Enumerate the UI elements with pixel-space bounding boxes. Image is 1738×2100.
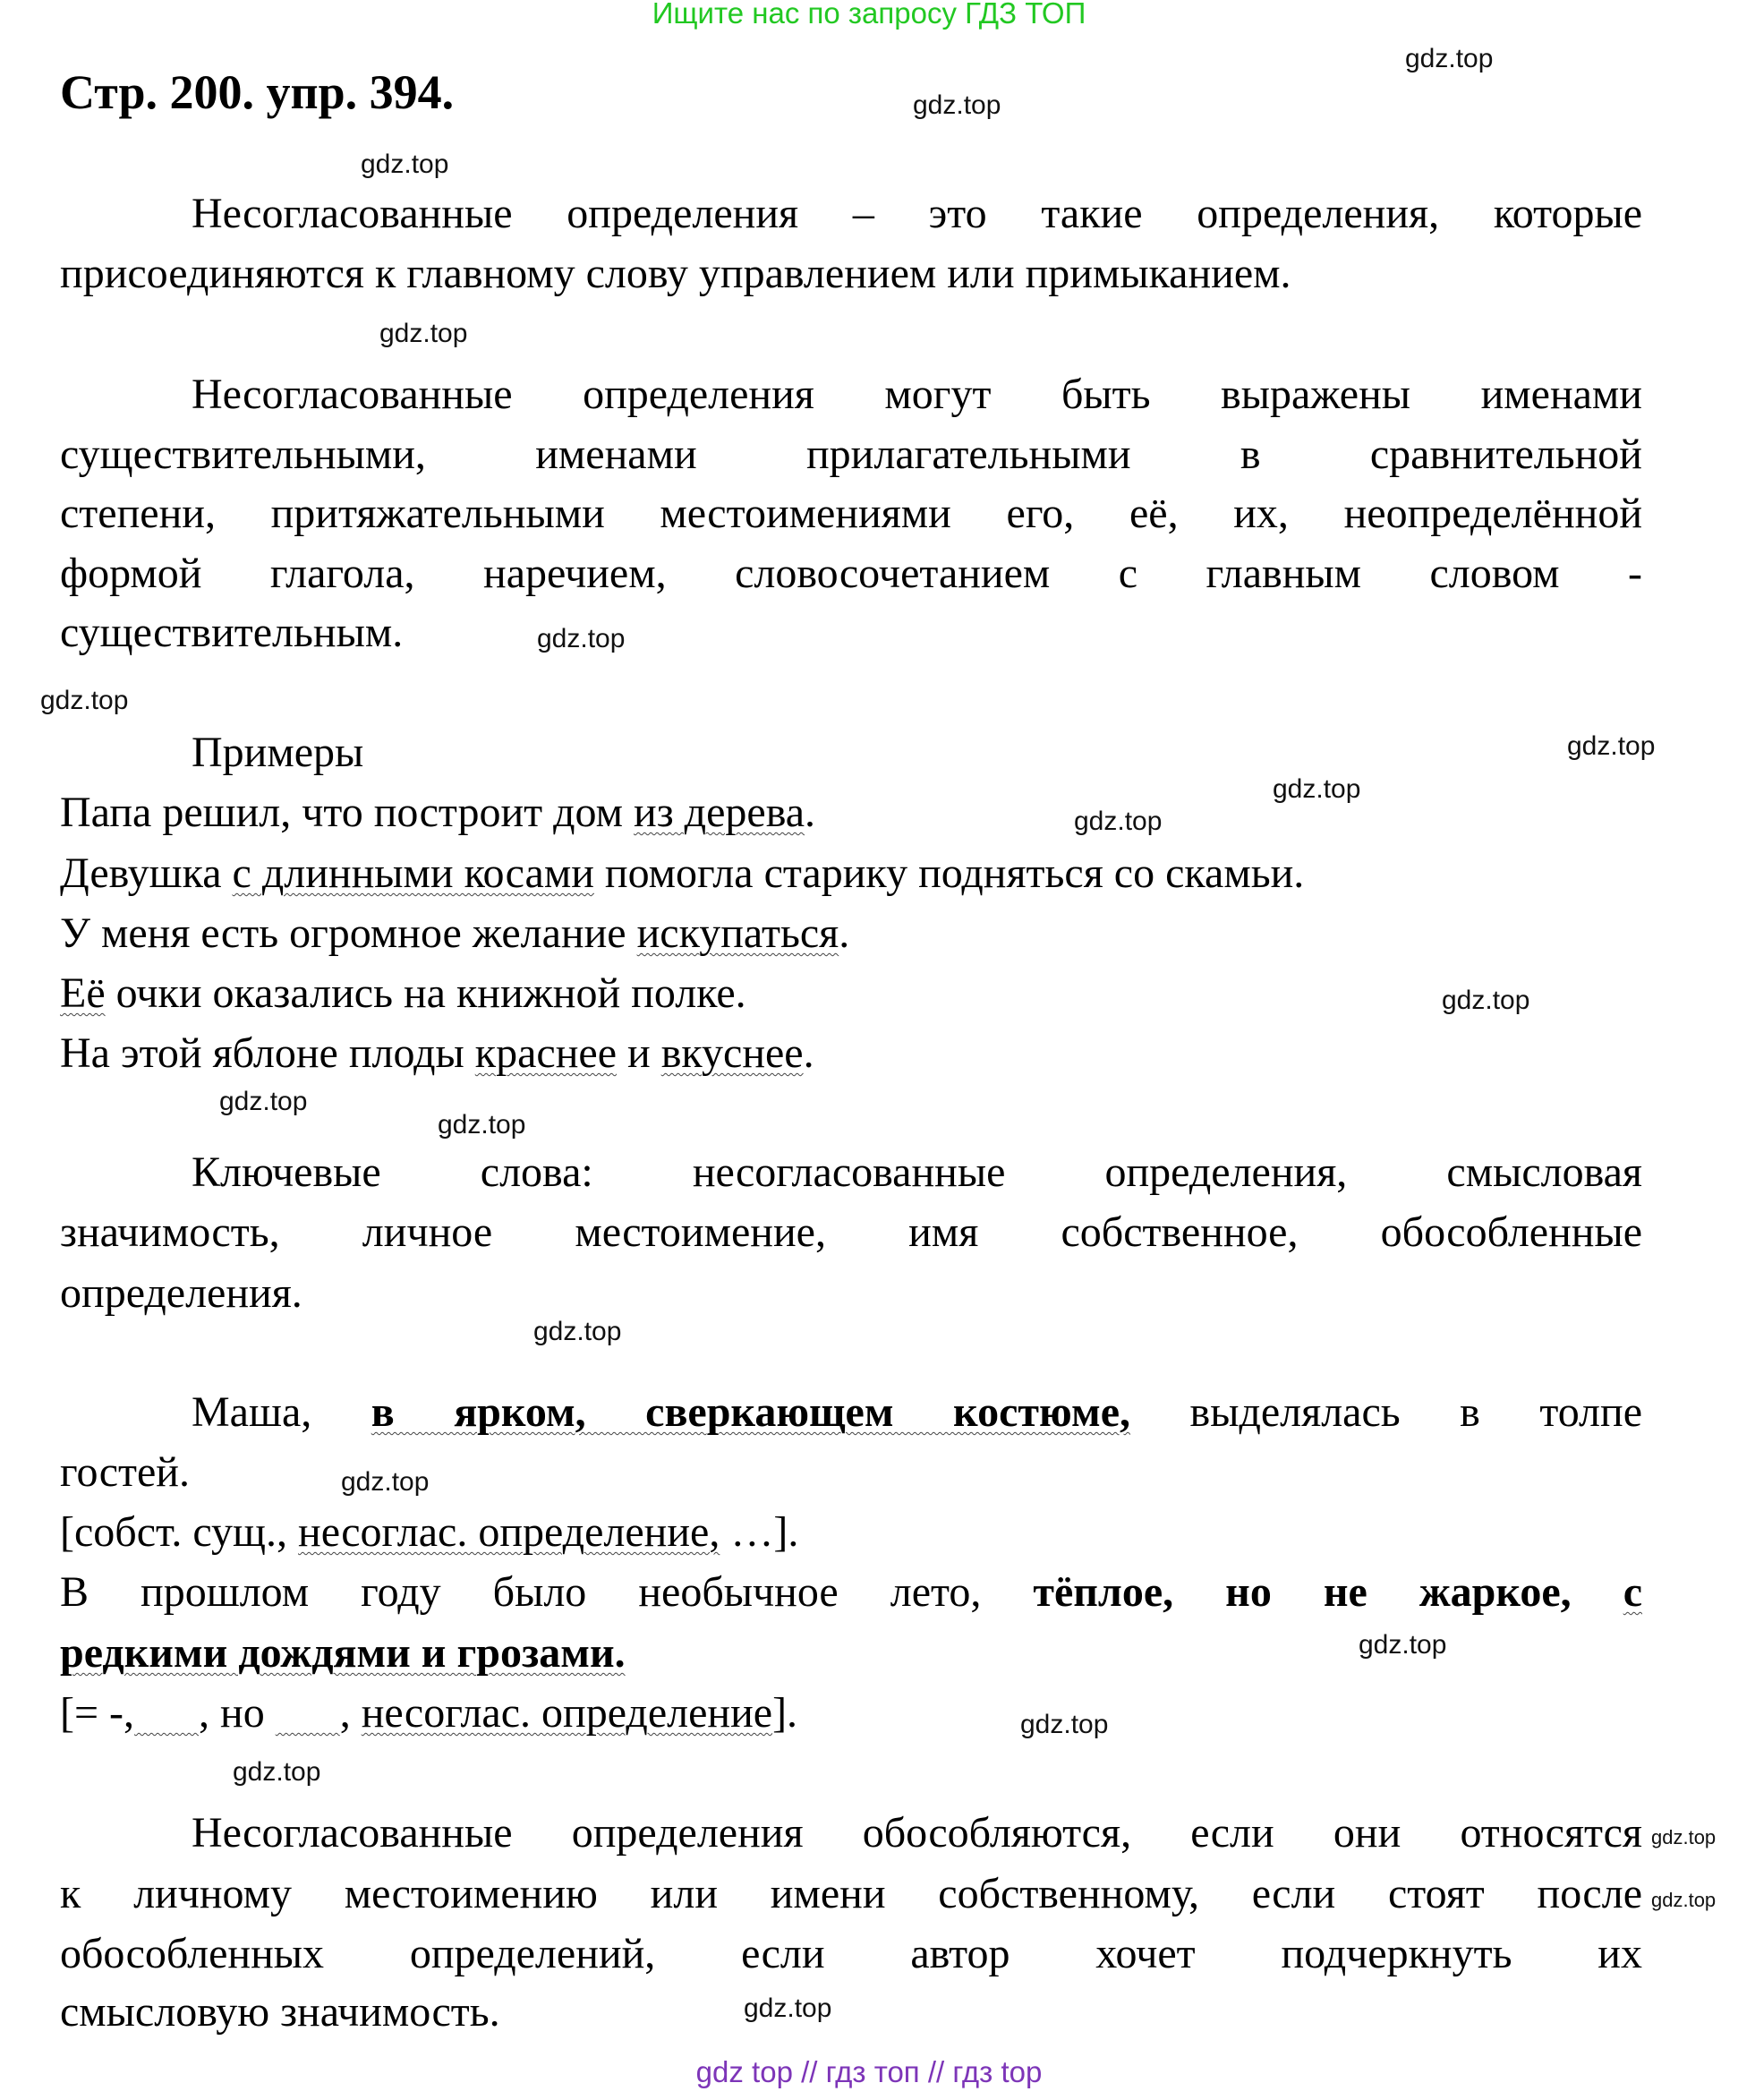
watermark-text: gdz.top bbox=[233, 1757, 321, 1787]
underlined-phrase: с длинными косами bbox=[232, 849, 594, 897]
text-segment: формой глагола, наречием, словосочетанием с главным словом - bbox=[60, 550, 1642, 597]
text-line bbox=[60, 543, 1642, 603]
text-segment: существительным. bbox=[60, 609, 404, 656]
text-segment: очки оказались на книжной полке. bbox=[105, 969, 746, 1017]
text-segment: смысловую значимость. bbox=[60, 1988, 500, 2036]
text-segment: , но bbox=[199, 1689, 276, 1737]
text-segment: Примеры bbox=[192, 729, 364, 776]
watermark-text: gdz.top bbox=[379, 319, 468, 348]
text-line bbox=[60, 1023, 814, 1083]
text-line bbox=[60, 1263, 302, 1323]
text-segment: В прошлом году было необычное лето, bbox=[60, 1568, 1034, 1616]
watermark-text: gdz.top bbox=[744, 1993, 832, 2023]
underlined-phrase: несоглас. определение bbox=[361, 1689, 773, 1737]
text-line bbox=[60, 1864, 1642, 1924]
watermark-text: gdz.top bbox=[1442, 986, 1530, 1015]
text-segment: На этой яблоне плоды bbox=[60, 1029, 475, 1077]
text-segment: обособленных определений, если автор хочет подчеркнуть их bbox=[60, 1930, 1642, 1977]
text-line bbox=[60, 1562, 1642, 1622]
watermark-text: gdz.top bbox=[219, 1087, 308, 1116]
text-segment: присоединяются к главному слову управлением или примыканием. bbox=[60, 250, 1291, 297]
text-segment: значимость, личное местоимение, имя собственное, обособленные bbox=[60, 1208, 1642, 1256]
text-segment: Несогласованные определения обособляются, если они относятся bbox=[192, 1809, 1642, 1857]
text-line bbox=[60, 843, 1304, 903]
text-segment: степени, притяжательными местоимениями его, её, их, неопределённой bbox=[60, 490, 1642, 537]
watermark-text: gdz.top bbox=[438, 1110, 526, 1140]
underlined-phrase bbox=[276, 1689, 340, 1737]
text-line bbox=[60, 1982, 500, 2042]
text-segment: гостей. bbox=[60, 1448, 190, 1496]
text-line bbox=[60, 1683, 797, 1743]
text-line bbox=[60, 1442, 190, 1502]
search-banner: Ищите нас по запросу ГДЗ ТОП bbox=[652, 0, 1086, 30]
watermark-text: gdz.top bbox=[1651, 1889, 1717, 1911]
text-line bbox=[60, 1382, 1642, 1442]
text-segment: тёплое, но не жаркое, bbox=[1033, 1568, 1623, 1616]
watermark-text: gdz.top bbox=[1273, 774, 1361, 804]
text-segment: существительными, именами прилагательными в сравнительной bbox=[60, 431, 1642, 478]
underlined-phrase: с bbox=[1623, 1568, 1643, 1616]
watermark-text: gdz.top bbox=[537, 624, 626, 653]
text-segment: Папа решил, что построит дом bbox=[60, 789, 635, 836]
underlined-phrase: в ярком, сверкающем костюме, bbox=[371, 1388, 1131, 1436]
text-line bbox=[60, 243, 1291, 303]
text-segment: ]. bbox=[772, 1689, 798, 1737]
watermark-text: gdz.top bbox=[361, 149, 449, 179]
text-line bbox=[60, 1502, 798, 1562]
text-segment: Стр. 200. упр. 394. bbox=[60, 65, 455, 119]
text-line bbox=[60, 483, 1642, 543]
watermark-text: gdz.top bbox=[1359, 1630, 1447, 1660]
watermark-text: gdz.top bbox=[1651, 1826, 1717, 1848]
watermark-text: gdz.top bbox=[341, 1467, 430, 1497]
underlined-phrase: Её bbox=[60, 969, 106, 1017]
text-line bbox=[60, 1623, 626, 1683]
footer-banner: gdz top // гдз топ // гдз top bbox=[695, 2055, 1043, 2088]
text-line bbox=[60, 1142, 1642, 1202]
text-line bbox=[60, 364, 1642, 424]
text-line bbox=[60, 1803, 1642, 1863]
underlined-phrase: краснее bbox=[474, 1029, 618, 1077]
underlined-phrase: редкими дождями и грозами. bbox=[60, 1629, 626, 1677]
text-line bbox=[60, 184, 1642, 243]
watermark-text: gdz.top bbox=[533, 1317, 622, 1346]
text-segment: помогла старику подняться со скамьи. bbox=[593, 849, 1305, 897]
text-segment: . bbox=[803, 1029, 814, 1077]
underlined-phrase: из дерева bbox=[634, 789, 805, 836]
text-segment: Маша, bbox=[192, 1388, 371, 1436]
text-line bbox=[60, 602, 403, 662]
text-segment: выделялась в толпе bbox=[1130, 1388, 1643, 1436]
text-segment: . bbox=[839, 909, 850, 957]
watermark-text: gdz.top bbox=[1567, 731, 1656, 761]
text-segment: и bbox=[617, 1029, 661, 1077]
text-segment: Ключевые слова: несогласованные определения, смысловая bbox=[192, 1148, 1642, 1196]
text-line bbox=[60, 1924, 1642, 1984]
text-segment: [собст. сущ., bbox=[60, 1508, 299, 1556]
text-segment: , bbox=[339, 1689, 362, 1737]
text-segment: …]. bbox=[720, 1508, 799, 1556]
text-segment: . bbox=[805, 789, 816, 836]
text-line bbox=[60, 424, 1642, 484]
underlined-phrase bbox=[134, 1689, 199, 1737]
watermark-text: gdz.top bbox=[40, 686, 129, 715]
watermark-text: gdz.top bbox=[1405, 44, 1494, 73]
text-segment: к личному местоимению или имени собственному, если стоят после bbox=[60, 1870, 1642, 1917]
underlined-phrase: несоглас. определение, bbox=[298, 1508, 720, 1556]
underlined-phrase: искупаться bbox=[636, 909, 839, 957]
text-segment: Несогласованные определения могут быть выражены именами bbox=[192, 371, 1642, 418]
watermark-text: gdz.top bbox=[1020, 1710, 1109, 1739]
text-line bbox=[60, 963, 746, 1023]
text-segment: [= -, bbox=[60, 1689, 135, 1737]
underlined-phrase: вкуснее bbox=[660, 1029, 804, 1077]
watermark-text: gdz.top bbox=[1074, 807, 1163, 836]
text-segment: Несогласованные определения – это такие определения, которые bbox=[192, 190, 1642, 237]
text-line bbox=[60, 1202, 1642, 1262]
text-segment: Девушка bbox=[60, 849, 233, 897]
text-line bbox=[60, 722, 363, 782]
text-segment: определения. bbox=[60, 1269, 302, 1317]
page-title bbox=[60, 63, 454, 123]
text-line bbox=[60, 903, 849, 963]
text-line bbox=[60, 782, 815, 842]
watermark-text: gdz.top bbox=[913, 90, 1001, 120]
text-segment: У меня есть огромное желание bbox=[60, 909, 637, 957]
